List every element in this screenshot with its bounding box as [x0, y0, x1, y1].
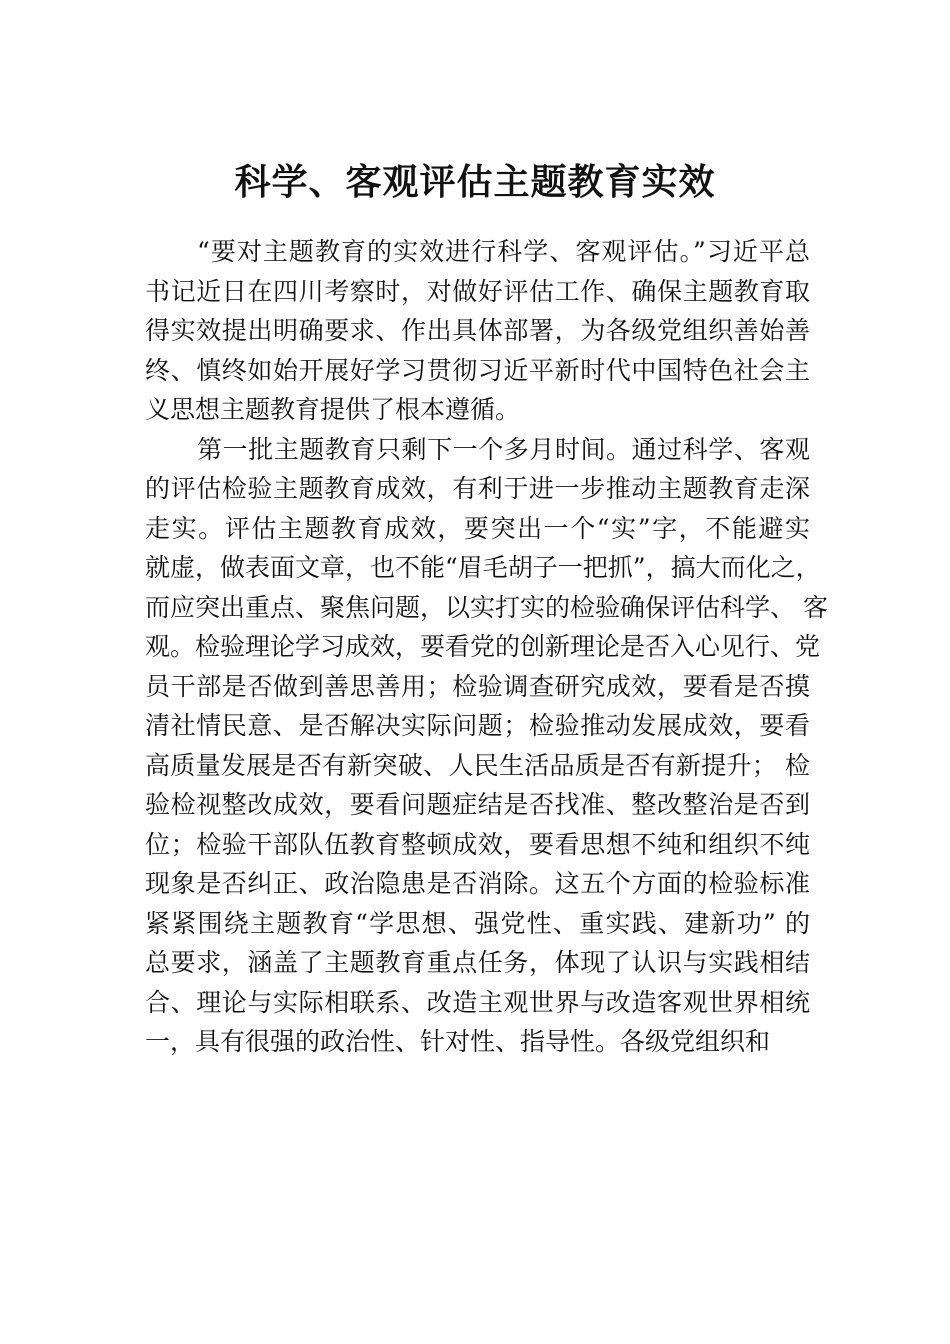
text-line: 义思想主题教育提供了根本遵循。 [145, 395, 521, 424]
text-line: 总要求，涵盖了主题教育重点任务，体现了认识与实践相结 [145, 948, 810, 977]
text-line: 终、慎终如始开展好学习贯彻习近平新时代中国特色社会主 [145, 355, 810, 385]
text-line: 书记近日在四川考察时，对做好评估工作、确保主题教育取 [145, 276, 810, 306]
text-line: 而应突出重点、聚焦问题，以实打实的检验确保评估科学、 客 [145, 592, 828, 622]
text-line: 现象是否纠正、政治隐患是否消除。这五个方面的检验标准 [145, 869, 810, 898]
text-line: 第一批主题教育只剩下一个多月时间。通过科学、客观 [197, 434, 810, 464]
text-line: 就虚，做表面文章，也不能“眉毛胡子一把抓”，搞大而化之， [145, 553, 821, 582]
text-line: 清社情民意、是否解决实际问题；检验推动发展成效，要看 [145, 711, 810, 740]
text-line: 走实。评估主题教育成效，要突出一个“实”字，不能避实 [145, 513, 810, 543]
text-line: 得实效提出明确要求、作出具体部署，为各级党组织善始善 [145, 316, 810, 345]
text-line: 一，具有很强的政治性、针对性、指导性。各级党组织和 [145, 1027, 771, 1056]
document-body [145, 232, 828, 1062]
text-line: 验检视整改成效，要看问题症结是否找准、整改整治是否到 [145, 790, 810, 819]
text-line: 的评估检验主题教育成效，有利于进一步推动主题教育走深 [145, 474, 810, 503]
text-line: 员干部是否做到善思善用；检验调查研究成效，要看是否摸 [145, 671, 810, 701]
text-line: 高质量发展是否有新突破、人民生活品质是否有新提升； 检 [145, 750, 810, 780]
document-title: 科学、客观评估主题教育实效 [234, 161, 716, 203]
text-line: 位；检验干部队伍教育整顿成效，要看思想不纯和组织不纯 [145, 829, 810, 859]
text-line: 紧紧围绕主题教育“学思想、强党性、重实践、建新功” 的 [145, 908, 810, 938]
paragraph-1 [145, 232, 810, 430]
text-line: 观。检验理论学习成效，要看党的创新理论是否入心见行、党 [145, 632, 821, 661]
paragraph-2 [145, 430, 828, 1062]
text-line: 合、理论与实际相联系、改造主观世界与改造客观世界相统 [145, 987, 810, 1017]
text-line: “要对主题教育的实效进行科学、客观评估。”习近平总 [197, 237, 810, 266]
